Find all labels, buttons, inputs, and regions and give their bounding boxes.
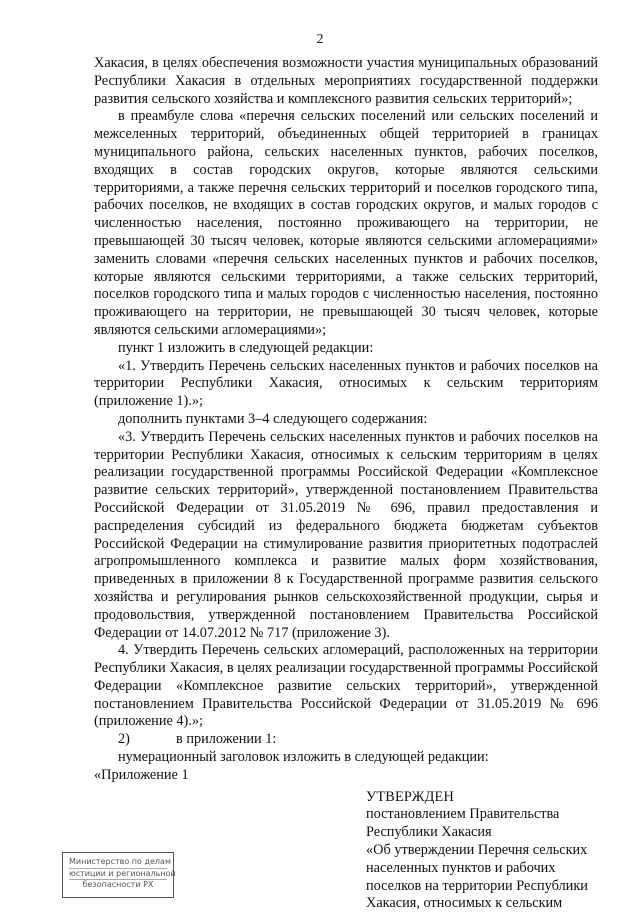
approval-heading: УТВЕРЖДЕН: [366, 788, 454, 805]
paragraph-6: «3. Утвердить Перечень сельских населенных пунктов и рабочих поселков на территории Республики Хакасия, относимых к сельским территориям в целях реализации государственной программы Российской Федерации «Комплексное развитие сельских территорий», утвержденной постановлением Правительства Российской Федерации от 31.05.2019 № 696, правил предоставления и распределения субсидий из федерального бюджета бюджетам субъектов Российской Федерации на стимулирование развития приоритетных подотраслей агропромышленного комплекса и развитие малых форм хозяйствования, приведенных в приложении 8 к Государственной программе развития сельского хозяйства и регулирования рынков сельскохозяйственной продукции, сырья и продовольствия, утвержденной постановлением Правительства Российской Федерации от 14.07.2012 № 717 (приложение 3).: [94, 428, 598, 641]
approval-line: Республики Хакасия: [366, 824, 492, 841]
ministry-stamp: [62, 852, 174, 898]
item-2: [94, 731, 598, 749]
approval-block: [366, 789, 598, 913]
paragraph-4: «1. Утвердить Перечень сельских населенных пунктов и рабочих поселков на территории Республики Хакасия, относимых к сельским территориям (приложение 1).»;: [94, 357, 598, 410]
paragraph-7: 4. Утвердить Перечень сельских агломераций, расположенных на территории Республики Хакасия, в целях реализации государственной программы Российской Федерации «Комплексное развитие сельских территорий», утвержденной постановлением Правительства Российской Федерации от 31.05.2019 № 696 (приложение 4).»;: [94, 642, 598, 730]
approval-line: постановлением Правительства: [366, 806, 560, 823]
paragraph-1: Хакасия, в целях обеспечения возможности участия муниципальных образований Республики Хакасия в отдельных мероприятиях государственной поддержки развития сельского хозяйства и комплексного развития сельских территорий»;: [94, 55, 598, 107]
approval-line: Хакасия, относимых к сельским: [366, 895, 563, 912]
page-number: 2: [316, 32, 324, 47]
approval-line: «Об утверждении Перечня сельских: [366, 842, 588, 859]
paragraph-5: дополнить пунктами 3–4 следующего содержания:: [118, 410, 428, 427]
item-2-text: в приложении 1:: [176, 731, 277, 748]
stamp-line: безопасности РХ: [82, 880, 154, 889]
appendix-label: «Приложение 1: [94, 766, 189, 783]
approval-line: поселков на территории Республики: [366, 877, 588, 894]
stamp-line: Министерство по делам: [69, 857, 167, 869]
approval-line: населенных пунктов и рабочих: [366, 859, 556, 876]
numbering-line: нумерационный заголовок изложить в следующей редакции:: [118, 749, 489, 766]
item-2-number: 2): [118, 731, 130, 748]
paragraph-2: в преамбуле слова «перечня сельских поселений или сельских поселений и межселенных территорий, объединенных общей территорией в границах муниципального района, сельских населенных пунктов, рабочих поселков, входящих в состав городских округов, которые являются сельскими территориями, а также перечня сельских территорий и поселков городского типа, рабочих поселков, не входящих в состав городских округов, и малых городов с численностью населения, постоянно проживающего на территории, не превышающей 30 тысяч человек, которые являются сельскими агломерациями» заменить словами «перечня сельских населенных пунктов и рабочих поселков, которые являются сельскими территориями, а также сельских территорий, поселков городского типа и малых городов с численностью населения, постоянно проживающего на территории, не превышающей 30 тысяч человек, которые являются сельскими агломерациями»;: [94, 108, 598, 338]
document-body: [94, 55, 598, 913]
stamp-line: юстиции и региональной: [69, 869, 167, 881]
paragraph-3: пункт 1 изложить в следующей редакции:: [118, 339, 374, 356]
